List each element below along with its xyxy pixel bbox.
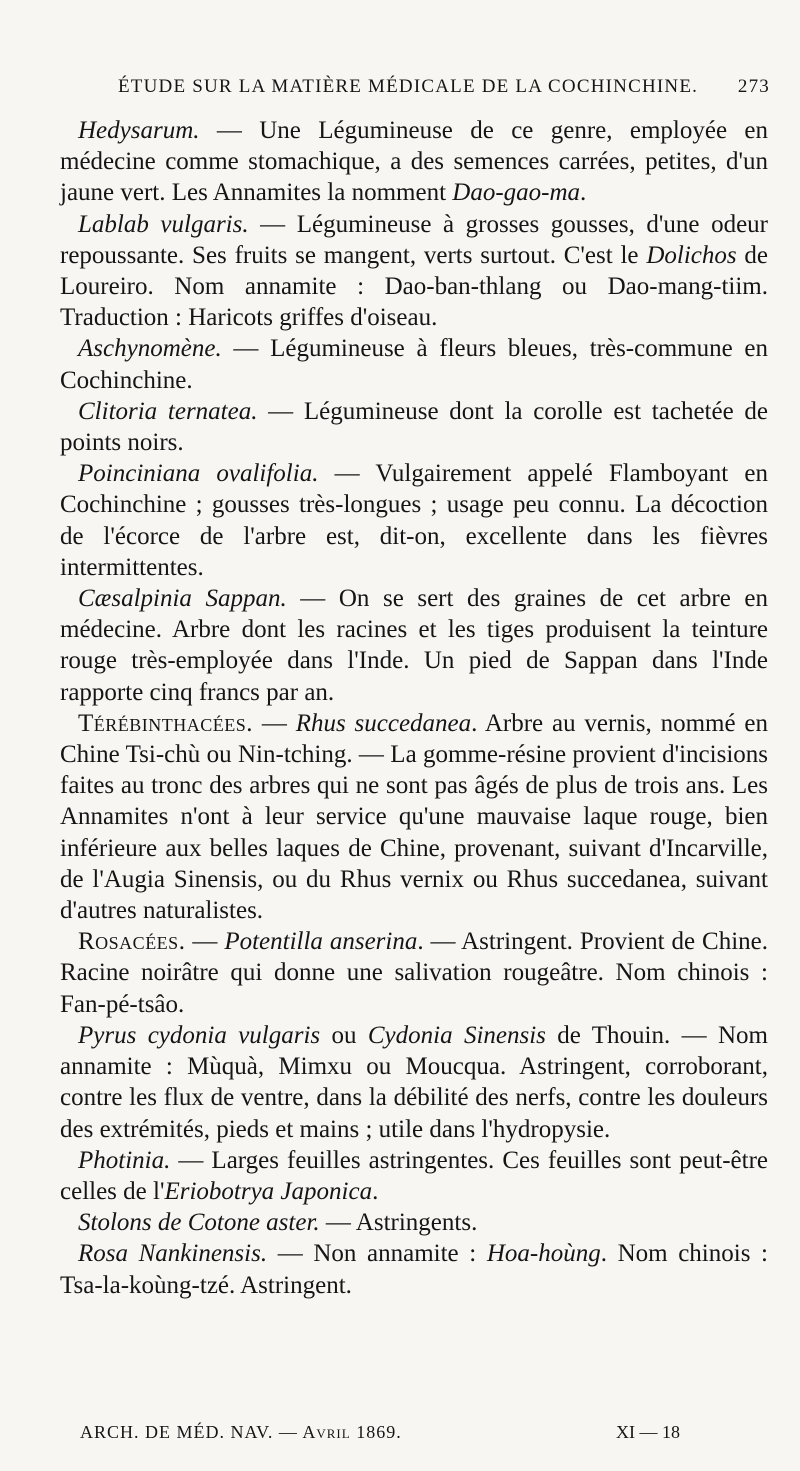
- entry-italic-term: Potentilla anserina: [224, 928, 418, 956]
- entry-text-tail: de Thouin. — Nom annamite : Mùquà, Mimxu ou Moucqua. Astringent, corroborant, contre les flux de ventre, dans la débilité des nerfs, contre les douleurs des extrémités, pieds et mains ; utile dans l'hydropysie.: [60, 1021, 768, 1143]
- family-heading: Rosacées.: [78, 928, 186, 956]
- family-heading: Térébinthacées.: [78, 709, 254, 737]
- entry-term: Lablab vulgaris.: [78, 210, 249, 238]
- entry-term: Photinia.: [78, 1146, 171, 1174]
- entry-text-tail: . Nom chinois : Tsa-la-koùng-tzé. Astringent.: [60, 1240, 768, 1299]
- entry-text: — Légumineuse à grosses gousses, d'une odeur repoussante. Ses fruits se mangent, verts surtout. C'est le: [60, 210, 768, 269]
- entry-italic-term: Hoa-hoùng: [486, 1240, 601, 1268]
- page-footer: [80, 1422, 680, 1443]
- entry-paragraph: [60, 1020, 768, 1145]
- page-number: 273: [737, 76, 770, 97]
- entry-text: — On se sert des graines de cet arbre en médecine. Arbre dont les racines et les tiges produisent la teinture rouge très-employée dans l'Inde. Un pied de Sappan dans l'Inde rapporte cinq francs par an.: [60, 585, 768, 706]
- entry-italic-term: Dolichos: [646, 241, 737, 269]
- entry-paragraph: [60, 1207, 768, 1238]
- entry-text: — Une Légumineuse de ce genre, employée en médecine comme stomachique, a des semences carrées, petites, d'un jaune vert. Les Annamites la nomment: [60, 117, 768, 207]
- entry-term: Pyrus cydonia vulgaris: [78, 1021, 321, 1049]
- entry-paragraph: [60, 115, 768, 209]
- entry-text: — Larges feuilles astringentes. Ces feuilles sont peut-être celles de l': [60, 1146, 768, 1205]
- body-text: [60, 115, 768, 1301]
- entry-paragraph: [60, 458, 768, 583]
- entry-term: Aschynomène.: [78, 335, 222, 363]
- entry-paragraph: [60, 926, 768, 1020]
- entry-text-tail: .: [580, 179, 587, 207]
- entry-italic-term: Cydonia Sinensis: [367, 1021, 546, 1049]
- entry-text: — Légumineuse dont la corolle est tachetée de points noirs.: [60, 397, 768, 457]
- entry-text-tail: . Arbre au vernis, nommé en Chine Tsi-chù ou Nin-tching. — La gomme-résine provient d'incisions faites au tronc des arbres qui ne sont pas âgés de plus de trois ans. Les Annamites n'ont à leur service qu'une mauvaise laque rouge, bien inférieure aux belles laques de Chine, provenant, suivant d'Incarville, de l'Augia Sinensis, ou du Rhus vernix ou Rhus succedanea, suivant d'autres naturalistes.: [60, 709, 769, 925]
- entry-paragraph: [60, 708, 768, 926]
- entry-text: — Non annamite :: [267, 1240, 487, 1268]
- entry-italic-term: Eriobotrya Japonica: [164, 1177, 373, 1205]
- entry-italic-term: Rhus succedanea: [295, 709, 472, 737]
- entry-text: — Vulgairement appelé Flamboyant en Cochinchine ; gousses très-longues ; usage peu connu. La décoction de l'écorce de l'arbre est, dit-on, excellente dans les fièvres intermittentes.: [60, 460, 769, 581]
- entry-term: Clitoria ternatea.: [78, 397, 258, 425]
- entry-term: Poinciniana ovalifolia.: [78, 460, 319, 488]
- entry-text-tail: de Loureiro. Nom annamite : Dao-ban-thlang ou Dao-mang-tiim. Traduction : Haricots griffes d'oiseau.: [60, 241, 768, 332]
- entry-text-tail: . — Astringent. Provient de Chine. Racine noirâtre qui donne une salivation rougeâtre. Nom chinois : Fan-pé-tsâo.: [60, 928, 768, 1018]
- entry-paragraph: [60, 209, 768, 334]
- entry-paragraph: [60, 583, 768, 708]
- entry-term: Stolons de Cotone aster.: [78, 1209, 320, 1237]
- entry-italic-term: Dao-gao-ma: [452, 179, 581, 207]
- entry-text: —: [185, 928, 225, 956]
- entry-term: Hedysarum.: [78, 117, 200, 144]
- running-head: [118, 76, 770, 98]
- entry-text-tail: .: [372, 1177, 379, 1205]
- entry-text: ou: [320, 1021, 368, 1049]
- entry-paragraph: [60, 1145, 768, 1207]
- running-title: ÉTUDE SUR LA MATIÈRE MÉDICALE DE LA COCHINCHINE.: [118, 76, 699, 97]
- entry-term: Rosa Nankinensis.: [78, 1240, 268, 1268]
- footer-journal: ARCH. DE MÉD. NAV. — Avril 1869.: [80, 1422, 402, 1442]
- entry-paragraph: [60, 396, 768, 458]
- entry-term: Cæsalpinia Sappan.: [78, 585, 287, 613]
- entry-text: — Légumineuse à fleurs bleues, très-commune en Cochinchine.: [60, 335, 768, 394]
- entry-paragraph: [60, 333, 768, 395]
- entry-text: —: [253, 709, 296, 737]
- entry-paragraph: [60, 1238, 768, 1300]
- entry-text: — Astringents.: [319, 1209, 478, 1237]
- footer-signature: XI — 18: [616, 1422, 680, 1442]
